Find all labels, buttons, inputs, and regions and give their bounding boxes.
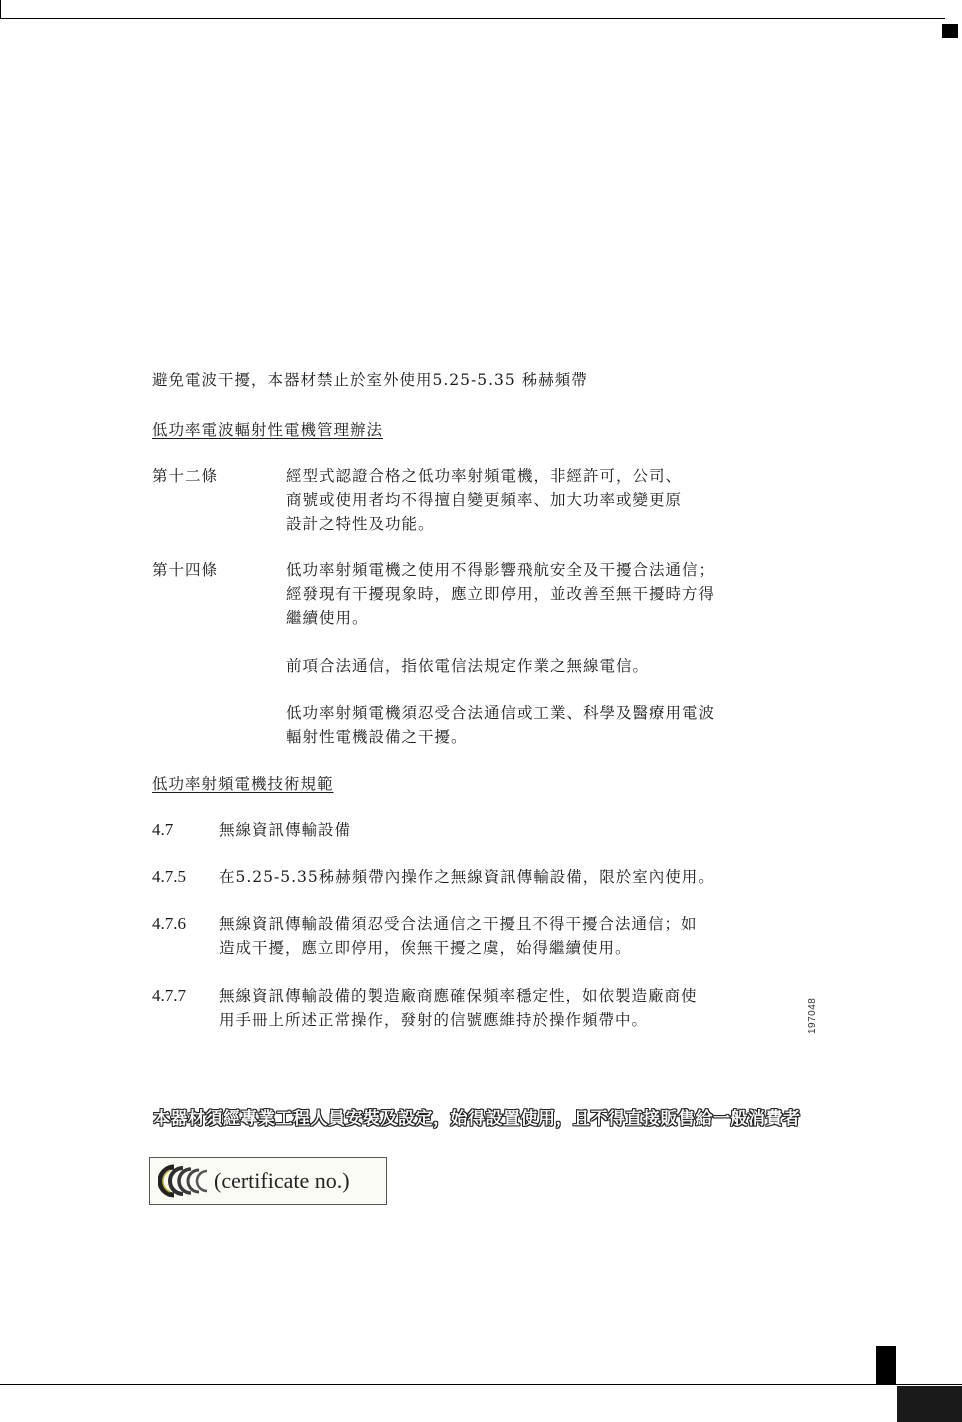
clause-4-7-7-number: 4.7.7: [152, 986, 186, 1005]
intro-statement: 避免電波干擾，本器材禁止於室外使用5.25-5.35 秭赫頻帶: [152, 371, 588, 389]
article-12-line-2: 商號或使用者均不得擅自變更頻率、加大功率或變更原: [286, 491, 683, 509]
article-14-line-3: 繼續使用。: [286, 609, 369, 627]
clause-4-7-7-line-1: 無線資訊傳輸設備的製造廠商應確保頻率穩定性，如依製造廠商使: [219, 987, 698, 1005]
page-corner-marker: [942, 24, 958, 38]
clause-4-7-5-text: 在5.25-5.35秭赫頻帶內操作之無線資訊傳輸設備，限於室內使用。: [219, 868, 715, 886]
clause-4-7-6-line-2: 造成干擾，應立即停用，俟無干擾之虞，始得繼續使用。: [219, 939, 632, 957]
certificate-label: [149, 1157, 387, 1205]
certificate-number-text: (certificate no.): [214, 1168, 350, 1193]
article-12-line-1: 經型式認證合格之低功率射頻電機，非經許可，公司、: [286, 467, 683, 485]
article-14-label: 第十四條: [152, 561, 219, 579]
page-number-tab: [897, 1386, 962, 1422]
top-frame-line: [0, 18, 945, 19]
article-14-paragraph-2: 前項合法通信，指依電信法規定作業之無線電信。: [286, 657, 650, 675]
clause-4-7-text: 無線資訊傳輸設備: [219, 821, 352, 839]
clause-4-7-number: 4.7: [152, 820, 174, 839]
article-14-paragraph-3-line-1: 低功率射頻電機須忍受合法通信或工業、科學及醫療用電波: [286, 704, 716, 722]
footer-marker: [876, 1346, 896, 1384]
article-12-line-3: 設計之特性及功能。: [286, 515, 435, 533]
installation-notice: 本器材須經專業工程人員安裝及設定，始得設置使用，且不得直接販售給一般消費者: [153, 1109, 801, 1129]
figure-id-label: 197048: [807, 997, 818, 1035]
clause-4-7-7-line-2: 用手冊上所述正常操作，發射的信號應維持於操作頻帶中。: [219, 1011, 649, 1029]
article-12-label: 第十二條: [152, 467, 219, 485]
footer-rule: [0, 1384, 962, 1385]
article-14-paragraph-3-line-2: 輻射性電機設備之干擾。: [286, 728, 468, 746]
article-14-line-1: 低功率射頻電機之使用不得影響飛航安全及干擾合法通信；: [286, 561, 716, 579]
section2-heading: 低功率射頻電機技術規範: [152, 775, 334, 793]
clause-4-7-5-number: 4.7.5: [152, 867, 186, 886]
clause-4-7-6-number: 4.7.6: [152, 914, 186, 933]
article-14-line-2: 經發現有干擾現象時，應立即停用，並改善至無干擾時方得: [286, 585, 716, 603]
certification-mark-icon: [158, 1164, 210, 1198]
top-frame-corner: [0, 0, 1, 19]
section1-heading: 低功率電波輻射性電機管理辦法: [152, 421, 384, 439]
clause-4-7-6-line-1: 無線資訊傳輸設備須忍受合法通信之干擾且不得干擾合法通信；如: [219, 915, 698, 933]
